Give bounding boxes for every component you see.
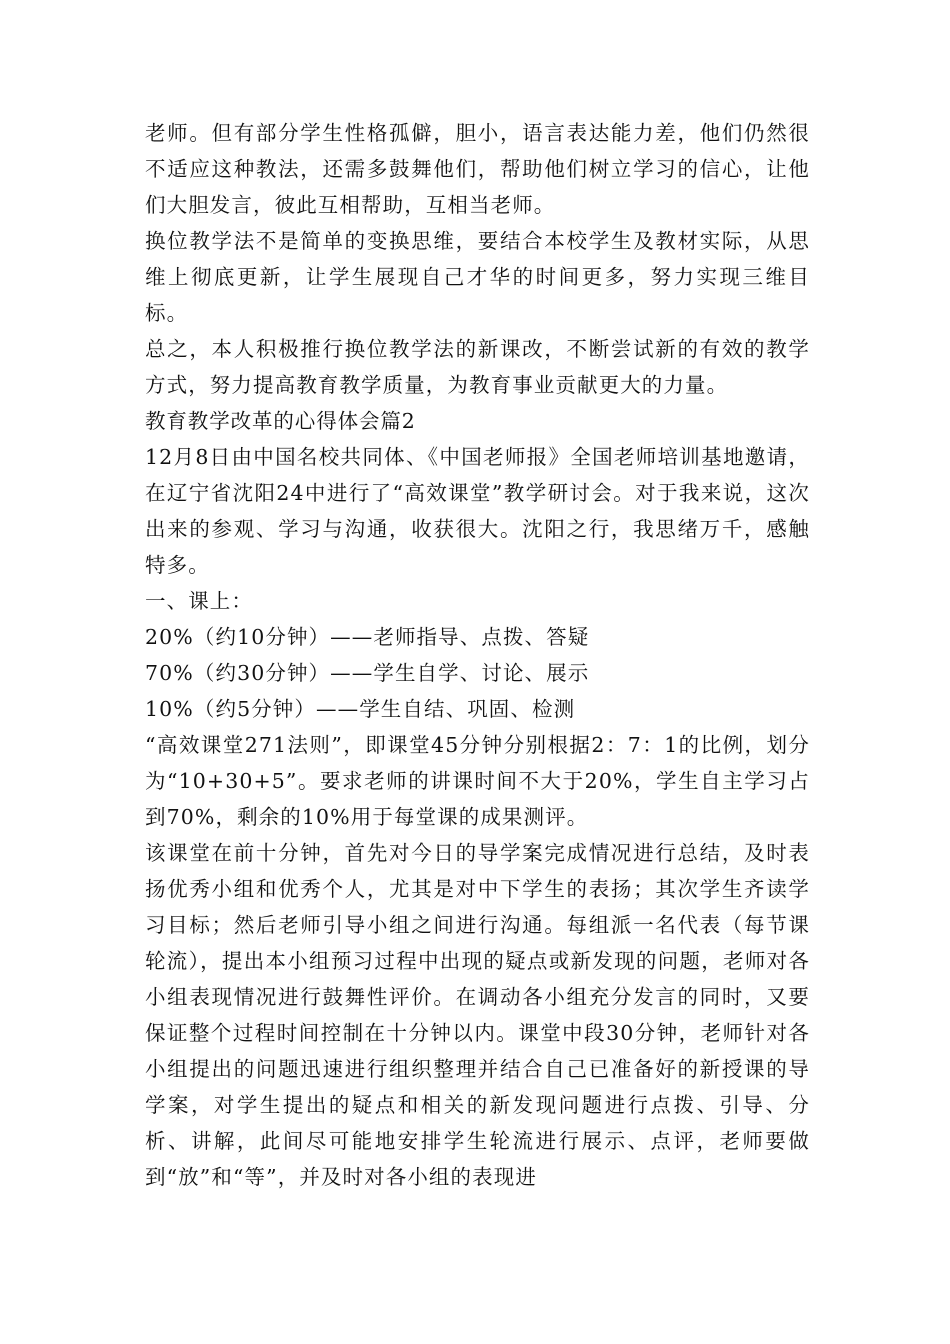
paragraph: 老师。但有部分学生性格孤僻，胆小，语言表达能力差，他们仍然很不适应这种教法，还需多鼓舞他们，帮助他们树立学习的信心，让他们大胆发言，彼此互相帮助，互相当老师。 <box>145 121 810 217</box>
list-item: 10%（约5分钟）——学生自结、巩固、检测 <box>145 697 576 721</box>
paragraph: 总之，本人积极推行换位教学法的新课改，不断尝试新的有效的教学方式，努力提高教育教学质量，为教育事业贡献更大的力量。 <box>145 337 810 397</box>
paragraph: 换位教学法不是简单的变换思维，要结合本校学生及教材实际，从思维上彻底更新，让学生展现自己才华的时间更多，努力实现三维目标。 <box>145 229 810 325</box>
list-item: 70%（约30分钟）——学生自学、讨论、展示 <box>145 661 590 685</box>
paragraph: 12月8日由中国名校共同体、《中国老师报》全国老师培训基地邀请，在辽宁省沈阳24中进行了“高效课堂”教学研讨会。对于我来说，这次出来的参观、学习与沟通，收获很大。沈阳之行，我思绪万千，感触特多。 <box>145 445 810 577</box>
paragraph: “高效课堂271法则”，即课堂45分钟分别根据2：7：1的比例，划分为“10+30+5”。要求老师的讲课时间不大于20%，学生自主学习占到70%，剩余的10%用于每堂课的成果测评。 <box>145 733 810 829</box>
list-item: 20%（约10分钟）——老师指导、点拨、答疑 <box>145 625 590 649</box>
section-heading: 教育教学改革的心得体会篇2 <box>145 409 416 433</box>
document-page <box>145 115 810 1195</box>
paragraph: 该课堂在前十分钟，首先对今日的导学案完成情况进行总结，及时表扬优秀小组和优秀个人，尤其是对中下学生的表扬；其次学生齐读学习目标；然后老师引导小组之间进行沟通。每组派一名代表（每节课轮流），提出本小组预习过程中出现的疑点或新发现的问题，老师对各小组表现情况进行鼓舞性评价。在调动各小组充分发言的同时，又要保证整个过程时间控制在十分钟以内。课堂中段30分钟，老师针对各小组提出的问题迅速进行组织整理并结合自己已准备好的新授课的导学案，对学生提出的疑点和相关的新发现问题进行点拨、引导、分析、讲解，此间尽可能地安排学生轮流进行展示、点评，老师要做到“放”和“等”，并及时对各小组的表现进 <box>145 841 810 1189</box>
list-heading: 一、课上： <box>145 589 253 613</box>
